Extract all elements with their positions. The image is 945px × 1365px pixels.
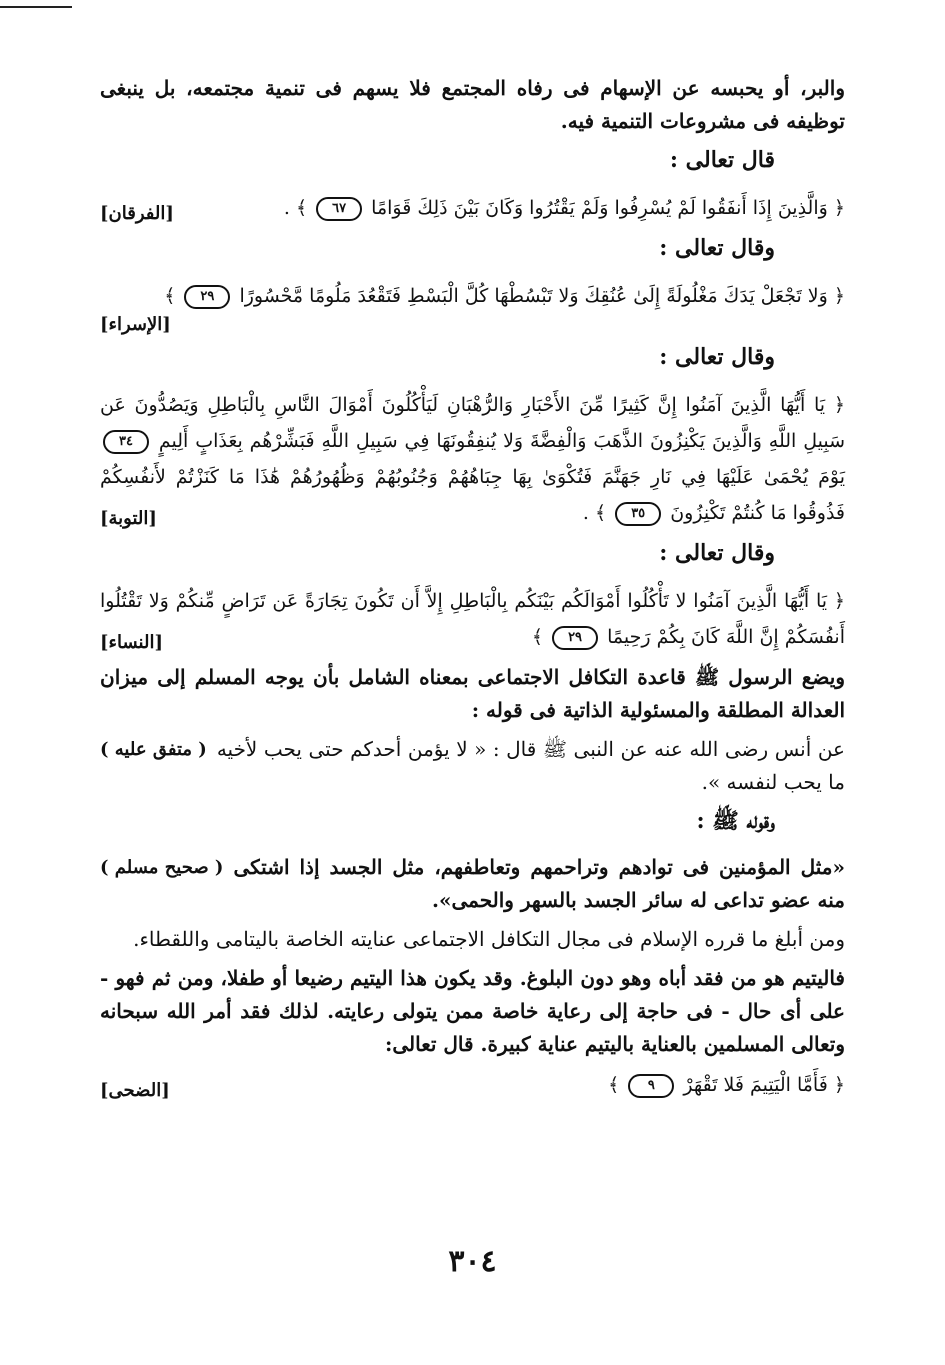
ornate-bracket-open-icon: ﴿ [833, 394, 845, 416]
verse-duha [100, 1067, 845, 1103]
ornate-bracket-close-icon: ﴾ [608, 1074, 620, 1096]
ornate-bracket-open-icon: ﴿ [833, 197, 845, 219]
ornate-bracket-close-icon: ﴾ [295, 197, 308, 219]
verse-source: [التوبة] [100, 508, 157, 529]
paragraph-3: ومن أبلغ ما قرره الإسلام فى مجال التكافل الاجتماعى عنايته الخاصة باليتامى واللقطاء. [133, 927, 845, 951]
verse-text: يَا أَيُّهَا الَّذِينَ آمَنُوا إِنَّ كَثِيرًا مِّنَ الأَحْبَارِ وَالرُّهْبَانِ لَيَأْكُلُونَ أَمْوَالَ النَّاسِ بِالْبَاطِلِ وَيَصُدُّونَ عَن سَبِيلِ اللَّهِ وَالَّذِينَ يَكْنِزُونَ الذَّهَبَ وَالْفِضَّةَ وَلا يُنفِقُونَهَا فِي سَبِيلِ اللَّهِ فَبَشِّرْهُم بِعَذَابٍ أَلِيمٍ [100, 394, 845, 452]
verse-text: يَا أَيُّهَا الَّذِينَ آمَنُوا لا تَأْكُلُوا أَمْوَالَكُم بَيْنَكُم بِالْبَاطِلِ إِلاَّ أَن تَكُونَ تِجَارَةً عَن تَرَاضٍ مِّنكُمْ وَلا تَقْتُلُوا أَنفُسَكُمْ إِنَّ اللَّهَ كَانَ بِكُمْ رَحِيمًا [100, 590, 845, 648]
ornate-bracket-open-icon: ﴿ [833, 1074, 845, 1096]
ayah-number-badge: ٢٩ [552, 626, 598, 650]
verse-source: [النساء] [100, 632, 163, 653]
verse-text: وَلا تَجْعَلْ يَدَكَ مَغْلُولَةً إِلَىٰ عُنُقِكَ وَلا تَبْسُطْهَا كُلَّ الْبَسْطِ فَتَقْعُدَ مَلُومًا مَّحْسُورًا [239, 285, 828, 307]
verse-source: [الفرقان] [100, 203, 174, 224]
hadith-text: «مثل المؤمنين فى توادهم وتراحمهم وتعاطفهم، مثل الجسد إذا اشتكى منه عضو تداعى له سائر الجسد بالسهر والحمى». [233, 855, 845, 912]
verse-text-continued: يَوْمَ يُحْمَىٰ عَلَيْهَا فِي نَارِ جَهَنَّمَ فَتُكْوَىٰ بِهَا جِبَاهُهُمْ وَجُنُوبُهُمْ وَظُهُورُهُمْ هَٰذَا مَا كَنَزْتُمْ لأَنفُسِكُمْ فَذُوقُوا مَا كُنتُمْ تَكْنِزُونَ [100, 466, 845, 524]
page-content [100, 72, 845, 1109]
ornate-bracket-close-icon: ﴾ [164, 285, 176, 307]
ayah-number-badge: ٣٤ [103, 430, 149, 454]
paragraph-1: والبر، أو يحبسه عن الإسهام فى رفاه المجتمع فلا يسهم فى تنمية مجتمعه، بل ينبغى توظيفه فى مشروعات التنمية فيه. [100, 76, 845, 133]
hadith-intro: وقوله ﷺ : [696, 808, 775, 834]
verse-source: [الضحى] [100, 1080, 170, 1101]
ornate-bracket-close-icon: ﴾ [531, 626, 544, 648]
verse-intro-1: قال تعالى : [669, 147, 775, 173]
ayah-number-badge: ٣٥ [615, 502, 661, 526]
verse-source: [الإسراء] [100, 314, 171, 335]
verse-isra [100, 278, 845, 335]
ornate-bracket-open-icon: ﴿ [833, 590, 845, 612]
verse-tawba: ﴿ يَا أَيُّهَا الَّذِينَ آمَنُوا إِنَّ كَثِيرًا مِّنَ الأَحْبَارِ وَالرُّهْبَانِ لَيَأْكُلُونَ أَمْوَالَ النَّاسِ بِالْبَاطِلِ وَيَصُدُّونَ عَن سَبِيلِ اللَّهِ وَالَّذِينَ يَكْنِزُونَ الذَّهَبَ وَالْفِضَّةَ وَلا يُنفِقُونَهَا فِي سَبِيلِ اللَّهِ فَبَشِّرْهُم بِعَذَابٍ أَلِيمٍ ٣٤ يَوْمَ يُحْمَىٰ عَلَيْهَا فِي نَارِ جَهَنَّمَ فَتُكْوَىٰ بِهَا جِبَاهُهُمْ وَجُنُوبُهُمْ وَظُهُورُهُمْ هَٰذَا مَا كَنَزْتُمْ لأَنفُسِكُمْ فَذُوقُوا مَا كُنتُمْ تَكْنِزُونَ ٣٥ ﴾ . [التوبة] [100, 394, 845, 529]
verse-intro-3: وقال تعالى : [659, 344, 775, 370]
ayah-number-badge: ٩ [628, 1074, 674, 1098]
paragraph-2: ويضع الرسول ﷺ قاعدة التكافل الاجتماعى بمعناه الشامل بأن يوجه المسلم إلى ميزان العدالة المطلقة والمسئولية الذاتية فى قوله : [100, 665, 845, 722]
ornate-bracket-open-icon: ﴿ [833, 285, 845, 307]
paragraph-4: فاليتيم هو من فقد أباه وهو دون البلوغ. وقد يكون هذا اليتيم رضيعا أو طفلا، ومن ثم فهو - على أى حال - فى حاجة إلى رعاية خاصة ممن يتولى رعايته. لذلك فقد أمر الله سبحانه وتعالى المسلمين بالعناية باليتيم عناية كبيرة. قال تعالى: [100, 966, 845, 1056]
verse-text: فَأَمَّا الْيَتِيمَ فَلا تَقْهَرْ [683, 1074, 828, 1096]
hadith-text: عن أنس رضى الله عنه عن النبى ﷺ قال : « لا يؤمن أحدكم حتى يحب لأخيه ما يحب لنفسه ». [216, 737, 845, 794]
ayah-number-badge: ٦٧ [316, 197, 362, 221]
hadith-muslim [100, 851, 845, 917]
hadith-source: ( متفق عليه ) [100, 739, 207, 760]
verse-intro-4: وقال تعالى : [659, 540, 775, 566]
verse-intro-2: وقال تعالى : [659, 235, 775, 261]
verse-furqan: ﴿ وَالَّذِينَ إِذَا أَنفَقُوا لَمْ يُسْرِفُوا وَلَمْ يَقْتُرُوا وَكَانَ بَيْنَ ذَلِكَ قَوَامًا ٦٧ ﴾ . [الفرقان] [100, 197, 845, 224]
verse-text: وَالَّذِينَ إِذَا أَنفَقُوا لَمْ يُسْرِفُوا وَلَمْ يَقْتُرُوا وَكَانَ بَيْنَ ذَلِكَ قَوَامًا [371, 197, 828, 219]
verse-nisa [100, 583, 845, 655]
hadith-anas [100, 733, 845, 799]
page-number: ٣٠٤ [448, 1244, 497, 1279]
top-rule [0, 6, 72, 8]
ayah-number-badge: ٢٩ [184, 285, 230, 309]
ornate-bracket-close-icon: ﴾ [594, 502, 607, 524]
hadith-source: ( صحيح مسلم ) [100, 857, 224, 878]
